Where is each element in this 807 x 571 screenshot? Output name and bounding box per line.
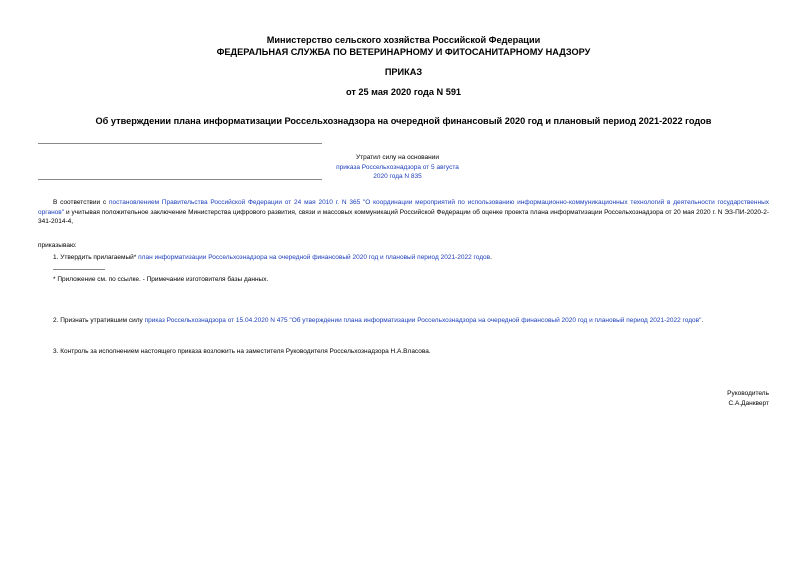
preamble-link[interactable]: постановлением Правительства Российской Федерации от 24 мая 2010 г. N 365 "О координации мероприятий по использованию информационно-коммуникационных технологий в деятельности государственных органов" [38,199,769,216]
item-3: 3. Контроль за исполнением настоящего приказа возложить на заместителя Руководителя Россельхознадзора Н.А.Власова. [53,348,431,355]
service-name: ФЕДЕРАЛЬНАЯ СЛУЖБА ПО ВЕТЕРИНАРНОМУ И ФИТОСАНИТАРНОМУ НАДЗОРУ [216,47,591,57]
repealed-order-link[interactable]: приказ Россельхознадзора от 15.04.2020 N 475 "Об утверждении плана информатизации Россельхознадзора на очередной финансовый 2020 год и плановый период 2021-2022 годов" [144,317,702,324]
signature-role: Руководитель [727,390,769,397]
ministry-name: Министерство сельского хозяйства Российской Федерации [266,35,541,45]
preamble-paragraph: В соответствии с постановлением Правительства Российской Федерации от 24 мая 2010 г. N 365 "О координации мероприятий по использованию информационно-коммуникационных технологий в деятельности государственных органов" и учитывая положительное заключение Министерства цифрового развития, связи и массовых коммуникаций Российской Федерации об оценке проекта плана информатизации Россельхознадзора от 20 мая 2020 г. N ЭЗ-ПИ-2020-2-341-2014-4, [38,199,769,225]
signature-block [727,389,769,408]
document-type: ПРИКАЗ [384,67,423,77]
item-1: 1. Утвердить прилагаемый* план информатизации Россельхознадзора на очередной финансовый 2020 год и плановый период 2021-2022 годов. [53,254,492,261]
lost-force-note [330,153,465,182]
lost-force-link[interactable]: приказа Россельхознадзора от 5 августа 2020 года N 835 [336,163,459,180]
document-title: Об утверждении плана информатизации Россельхознадзора на очередной финансовый 2020 год и плановый период 2021-2022 годов [95,116,712,126]
divider-bottom [38,179,322,180]
footnote-divider [53,269,105,270]
lost-force-text: Утратил силу на основании [355,154,440,161]
signature-name: С.А.Данкверт [728,399,769,407]
date-number: от 25 мая 2020 года N 591 [345,87,462,97]
item-2: 2. Признать утратившим силу приказ Россельхознадзора от 15.04.2020 N 475 "Об утверждении плана информатизации Россельхознадзора на очередной финансовый 2020 год и плановый период 2021-2022 годов". [53,317,704,324]
divider-top [38,143,322,144]
order-word: приказываю: [38,242,77,249]
plan-link[interactable]: план информатизации Россельхознадзора на очередной финансовый 2020 год и плановый период 2021-2022 годов [138,254,491,261]
footnote: * Приложение см. по ссылке. - Примечание изготовителя базы данных. [53,276,269,283]
